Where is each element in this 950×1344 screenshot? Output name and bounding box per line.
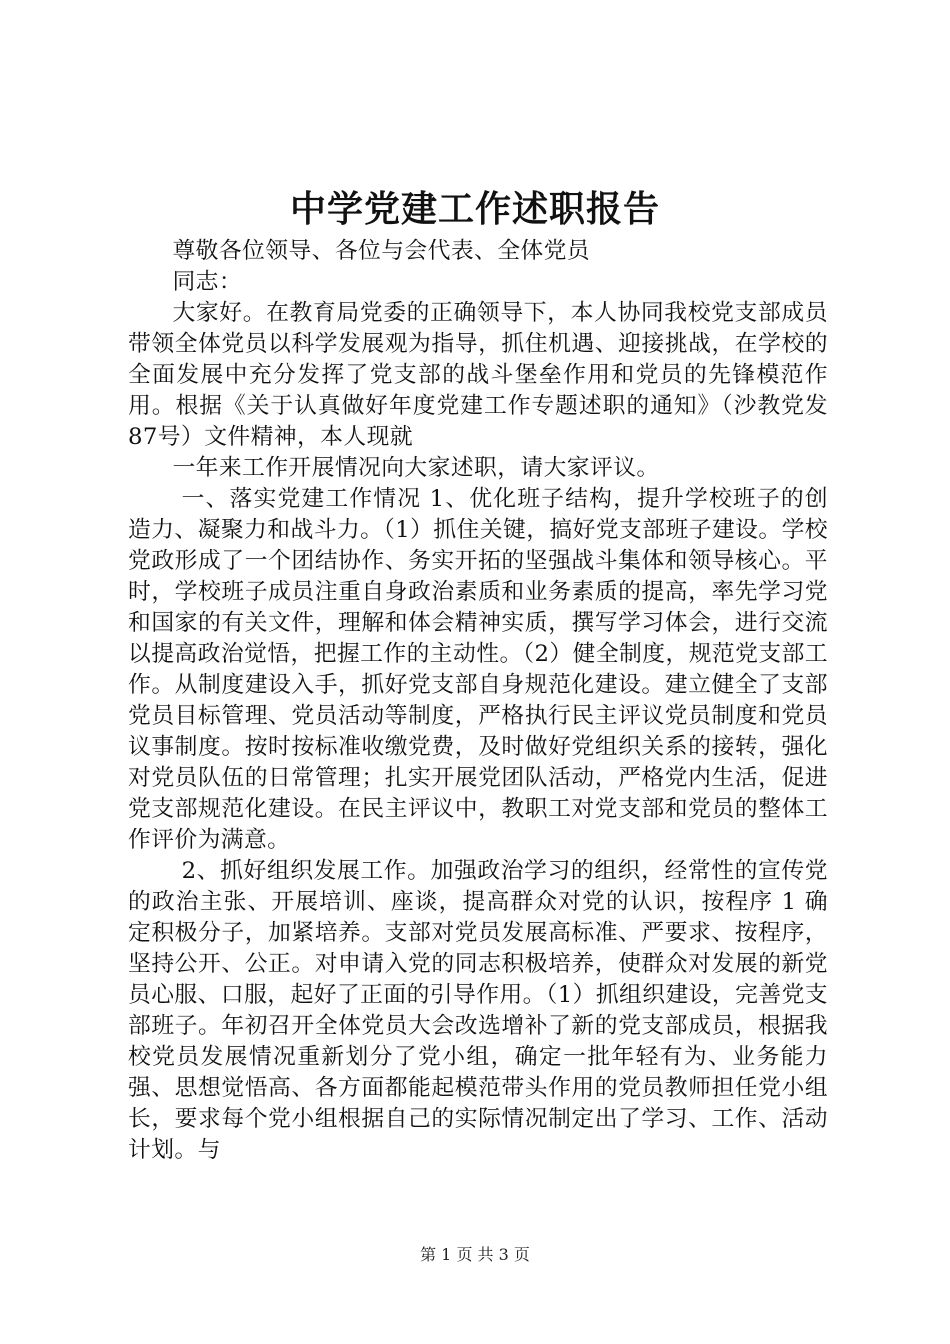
paragraph-section-two: 2、抓好组织发展工作。加强政治学习的组织，经常性的宣传党的政治主张、开展培训、座谈，提高群众对党的认识，按程序 1 确定积极分子，加紧培养。支部对党员发展高标准、严要求、按程序，坚持公开、公正。对申请入党的同志积极培养，使群众对发展的新党员心服、口服，起好了正面的引导作用。（1）抓组织建设，完善党支部班子。年初召开全体党员大会改选增补了新的党支部成员，根据我校党员发展情况重新划分了党小组，确定一批年轻有为、业务能力强、思想觉悟高、各方面都能起模范带头作用的党员教师担任党小组长，要求每个党小组根据自己的实际情况制定出了学习、工作、活动计划。与 xyxy=(128,858,828,1163)
paragraph-intro: 大家好。在教育局党委的正确领导下，本人协同我校党支部成员带领全体党员以科学发展观为指导，抓住机遇、迎接挑战，在学校的全面发展中充分发挥了党支部的战斗堡垒作用和党员的先锋模范作用。根据《关于认真做好年度党建工作专题述职的通知》（沙教党发87号）文件精神，本人现就 xyxy=(128,300,828,450)
paragraph-review: 一年来工作开展情况向大家述职，请大家评议。 xyxy=(172,455,660,481)
document-body xyxy=(128,236,828,1166)
salutation-line-2: 同志： xyxy=(172,269,243,295)
paragraph-section-one: 一、落实党建工作情况 1、优化班子结构，提升学校班子的创造力、凝聚力和战斗力。（1）抓住关键，搞好党支部班子建设。学校党政形成了一个团结协作、务实开拓的坚强战斗集体和领导核心。平时，学校班子成员注重自身政治素质和业务素质的提高，率先学习党和国家的有关文件，理解和体会精神实质，撰写学习体会，进行交流以提高政治觉悟，把握工作的主动性。（2）健全制度，规范党支部工作。从制度建设入手，抓好党支部自身规范化建设。建立健全了支部党员目标管理、党员活动等制度，严格执行民主评议党员制度和党员议事制度。按时按标准收缴党费，及时做好党组织关系的接转，强化对党员队伍的日常管理；扎实开展党团队活动，严格党内生活，促进党支部规范化建设。在民主评议中，教职工对党支部和党员的整体工作评价为满意。 xyxy=(128,486,828,853)
page-footer: 第 1 页 共 3 页 xyxy=(420,1245,530,1264)
document-title: 中学党建工作述职报告 xyxy=(289,188,660,230)
salutation-line-1: 尊敬各位领导、各位与会代表、全体党员 xyxy=(172,238,590,264)
